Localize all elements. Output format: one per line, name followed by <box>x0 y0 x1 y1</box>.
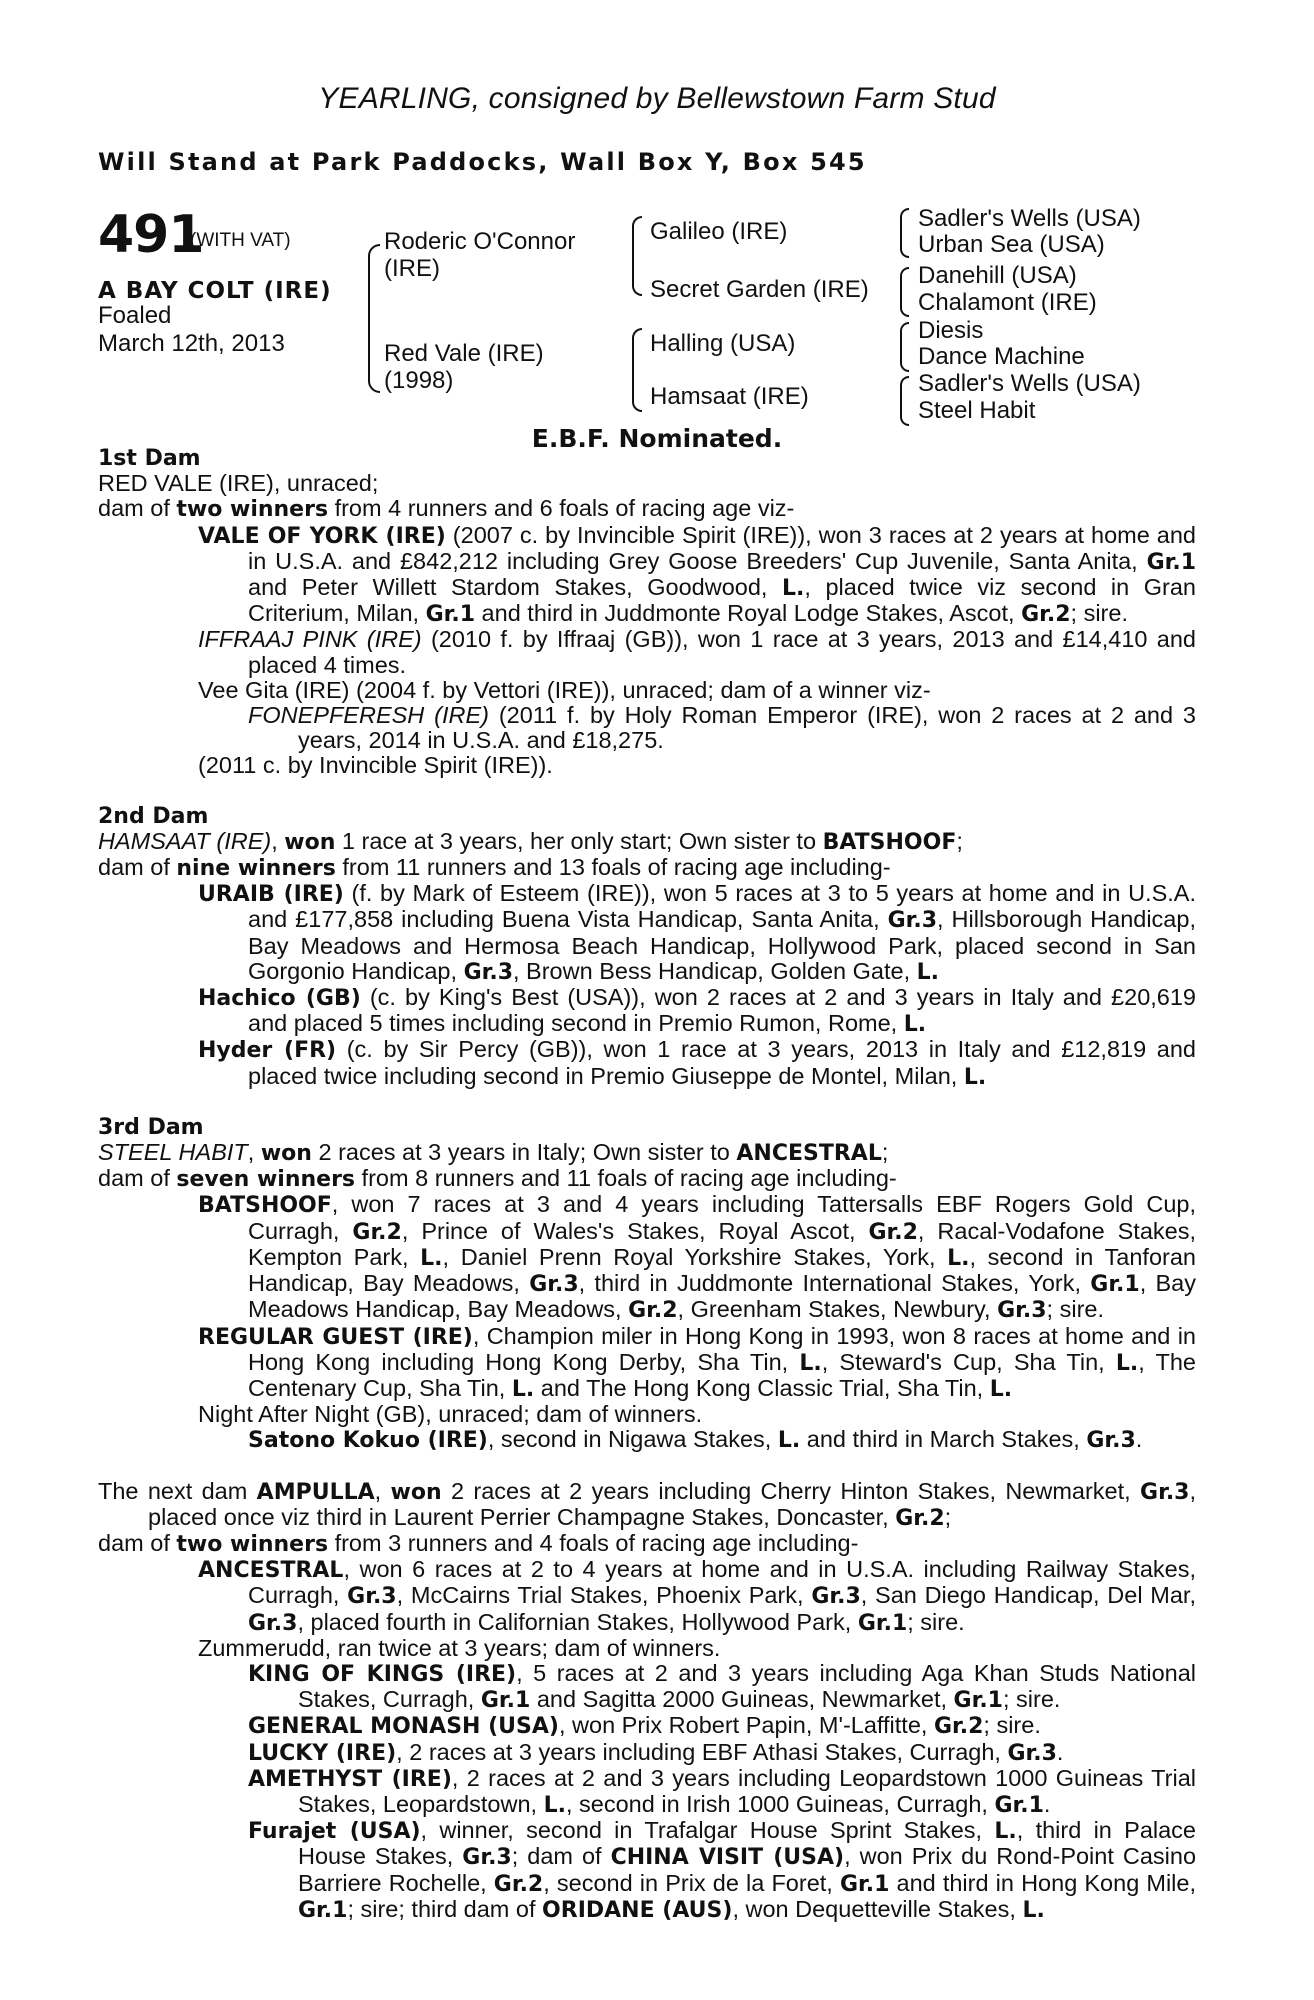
dam-line <box>98 1140 1196 1166</box>
bold-text: Gr.2 <box>933 1714 984 1740</box>
text-run: , Bay Meadows Handicap, Bay Meadows, <box>248 1270 1196 1323</box>
bold-text: L. <box>511 1376 535 1402</box>
bold-text: Gr.2 <box>352 1219 402 1245</box>
produce-line <box>98 855 1196 881</box>
produce-entry <box>98 1636 1196 1661</box>
bold-text: KING OF KINGS (IRE) <box>248 1661 517 1687</box>
text-run: (2007 c. by Invincible Spirit (IRE)), won 3 races at 2 years at home and in U.S.A. and £842,212 including Grey Goose Breeders' Cup Juvenile, Santa Anita, <box>248 521 1196 574</box>
produce-list <box>98 881 1196 1090</box>
pedigree-dam <box>384 340 544 394</box>
text-run: , Hillsborough Handicap, Bay Meadows and Hermosa Beach Handicap, Hollywood Park, placed second in San Gorgonio Handicap, <box>248 906 1196 984</box>
page-title: YEARLING, consigned by Bellewstown Farm Stud <box>318 82 996 115</box>
produce-entry <box>98 1324 1196 1403</box>
text-run: ; <box>881 1139 889 1166</box>
pedigree-gen3-7: Sadler's Wells (USA) <box>918 370 1141 397</box>
bold-text: Gr.2 <box>895 1505 945 1531</box>
text-run: , third in Palace House Stakes, <box>298 1817 1197 1870</box>
section-heading: 2nd Dam <box>98 803 209 829</box>
bold-text: L. <box>916 959 940 985</box>
text-run: ; sire. <box>1046 1296 1105 1323</box>
pedigree-brace-main <box>368 244 380 393</box>
section-next-dam <box>98 1479 1196 1923</box>
text-run: Vee Gita (IRE) (2004 f. by Vettori (IRE)), unraced; dam of a winner viz- <box>198 676 931 703</box>
pedigree-brace-3a <box>900 208 909 258</box>
ebf-nominated: E.B.F. Nominated. <box>531 424 783 453</box>
text-run: . <box>1043 1790 1051 1817</box>
bold-text: Gr.1 <box>1146 549 1196 575</box>
bold-text: Gr.3 <box>887 908 938 934</box>
italic-text: IFFRAAJ PINK (IRE) <box>198 626 422 653</box>
produce-entry <box>98 1427 1196 1453</box>
text-run: and third in Hong Kong Mile, <box>889 1869 1196 1896</box>
bold-text: Satono Kokuo (IRE) <box>248 1428 488 1454</box>
bold-text: Gr.1 <box>298 1897 348 1923</box>
sire-origin: (IRE) <box>384 255 440 282</box>
pedigree-brace-3b <box>900 267 909 317</box>
bold-text: L. <box>1022 1897 1045 1923</box>
bold-text: won <box>284 829 336 855</box>
text-run: (2011 f. by Holy Roman Emperor (IRE), won 2 races at 2 and 3 years, 2014 in U.S.A. and £18,275. <box>298 702 1197 754</box>
italic-text: FONEPFERESH (IRE) <box>248 702 489 729</box>
pedigree-gen3-5: Diesis <box>918 317 984 344</box>
bold-text: seven winners <box>176 1167 356 1193</box>
text-run: . <box>1056 1738 1064 1765</box>
bold-text: Gr.1 <box>480 1688 531 1714</box>
lot-name: A BAY COLT (IRE) <box>98 278 332 304</box>
text-run: (2011 c. by Invincible Spirit (IRE)). <box>198 752 553 779</box>
bold-text: Gr.1 <box>839 1871 890 1897</box>
produce-entry <box>98 1192 1196 1323</box>
produce-entry <box>98 1818 1196 1923</box>
text-run: 2 races at 3 years in Italy; Own sister to <box>311 1139 737 1166</box>
text-run: , San Diego Handicap, Del Mar, <box>860 1582 1196 1609</box>
produce-entry <box>98 678 1196 703</box>
text-run: ; sire. <box>1070 600 1128 627</box>
bold-text: Hachico (GB) <box>198 986 361 1012</box>
bold-text: LUCKY (IRE) <box>248 1740 397 1766</box>
italic-text: HAMSAAT (IRE) <box>98 827 272 854</box>
bold-text: Gr.3 <box>463 959 513 985</box>
produce-list <box>98 1192 1196 1453</box>
text-run: , won Prix du Rond-Point Casino Barriere Rochelle, <box>298 1843 1197 1896</box>
bold-text: CHINA VISIT (USA) <box>610 1845 845 1871</box>
pedigree-gen3-8: Steel Habit <box>918 397 1036 424</box>
text-run: (c. by Sir Percy (GB)), won 1 race at 3 years, 2013 in Italy and £12,819 and placed twice including second in Premio Giuseppe de Montel, Milan, <box>248 1036 1196 1089</box>
pedigree-brace-3d <box>900 376 909 426</box>
text-run: , winner, second in Trafalgar House Sprint Stakes, <box>420 1817 995 1844</box>
text-run: , <box>374 1477 391 1504</box>
bold-text: won <box>260 1141 312 1167</box>
foaled-label: Foaled <box>98 302 172 329</box>
text-run: from 3 runners and 4 foals of racing age including- <box>328 1529 859 1556</box>
produce-entry <box>98 881 1196 985</box>
produce-entry <box>98 1713 1196 1739</box>
produce-entry <box>98 1402 1196 1427</box>
vat-note: (WITH VAT) <box>190 230 291 251</box>
text-run: , McCairns Trial Stakes, Phoenix Park, <box>396 1582 812 1609</box>
pedigree-dam-dam: Hamsaat (IRE) <box>650 383 809 410</box>
bold-text: Gr.3 <box>1007 1740 1057 1766</box>
lot-number: 491 <box>98 205 204 265</box>
pedigree-sire-dam: Secret Garden (IRE) <box>650 276 869 303</box>
text-run: ; sire. <box>907 1608 965 1635</box>
produce-line <box>98 496 1196 522</box>
text-run: and Sagitta 2000 Guineas, Newmarket, <box>530 1686 954 1713</box>
bold-text: VALE OF YORK (IRE) <box>198 523 446 549</box>
foaled-info <box>98 302 285 358</box>
bold-text: AMPULLA <box>256 1479 375 1505</box>
text-run: , Prince of Wales's Stakes, Royal Ascot, <box>401 1217 869 1244</box>
text-run: from 8 runners and 11 foals of racing age including- <box>355 1165 897 1192</box>
produce-entry <box>98 985 1196 1037</box>
produce-entry <box>98 1766 1196 1818</box>
text-run: , won 7 races at 3 and 4 years including Tattersalls EBF Rogers Gold Cup, Curragh, <box>248 1191 1196 1244</box>
text-run: , Champion miler in Hong Kong in 1993, won 8 races at home and in Hong Kong including Hong Kong Derby, Sha Tin, <box>248 1322 1196 1375</box>
text-run: , 2 races at 2 and 3 years including Leopardstown 1000 Guineas Trial Stakes, Leopardstown, <box>298 1764 1197 1817</box>
produce-entry <box>98 1037 1196 1089</box>
bold-text: Hyder (FR) <box>198 1038 337 1064</box>
text-run: and The Hong Kong Classic Trial, Sha Tin, <box>534 1374 990 1401</box>
dam-year: (1998) <box>384 367 454 394</box>
text-run: dam of <box>98 1165 177 1192</box>
bold-text: Gr.1 <box>425 602 476 628</box>
bold-text: Gr.1 <box>953 1688 1003 1714</box>
text-run: , <box>271 827 285 854</box>
pedigree-notes <box>98 446 1196 1923</box>
text-run: The next dam <box>98 1477 257 1504</box>
bold-text: L. <box>782 576 805 602</box>
bold-text: BATSHOOF <box>822 829 957 855</box>
bold-text: Gr.3 <box>997 1298 1047 1324</box>
bold-text: Gr.3 <box>1086 1428 1136 1454</box>
bold-text: L. <box>777 1428 801 1454</box>
bold-text: Furajet (USA) <box>248 1819 421 1845</box>
bold-text: L. <box>799 1350 822 1376</box>
bold-text: won <box>390 1479 442 1505</box>
foaled-date: March 12th, 2013 <box>98 330 285 357</box>
bold-text: Gr.3 <box>811 1584 861 1610</box>
bold-text: L. <box>994 1819 1017 1845</box>
text-run: , second in Nigawa Stakes, <box>487 1426 778 1453</box>
stand-location: Will Stand at Park Paddocks, Wall Box Y, Box 545 <box>98 148 867 176</box>
text-run: , Brown Bess Handicap, Golden Gate, <box>513 957 917 984</box>
text-run: ; dam of <box>511 1843 611 1870</box>
text-run: , won Prix Robert Papin, M'-Laffitte, <box>558 1712 934 1739</box>
produce-entry <box>98 703 1196 753</box>
produce-entry <box>98 523 1196 628</box>
bold-text: L. <box>903 1012 927 1038</box>
text-run: 2 races at 2 years including Cherry Hinton Stakes, Newmarket, <box>441 1477 1141 1504</box>
bold-text: REGULAR GUEST (IRE) <box>198 1324 473 1350</box>
produce-entry <box>98 753 1196 778</box>
section-heading: 1st Dam <box>98 446 201 471</box>
pedigree-dam-sire: Halling (USA) <box>650 330 796 357</box>
text-run: , placed fourth in Californian Stakes, Hollywood Park, <box>297 1608 858 1635</box>
text-run: , placed twice viz second in Gran Criterium, Milan, <box>248 574 1197 627</box>
italic-text: STEEL HABIT <box>98 1139 248 1166</box>
bold-text: Gr.3 <box>462 1845 512 1871</box>
text-run: (2010 f. by Iffraaj (GB)), won 1 race at 3 years, 2013 and £14,410 and placed 4 times. <box>248 626 1196 678</box>
pedigree-sire <box>384 228 575 282</box>
text-run: ; sire. <box>1002 1686 1061 1713</box>
text-run: , second in Tanforan Handicap, Bay Meadows, <box>248 1243 1196 1297</box>
sire-name: Roderic O'Connor <box>384 228 576 255</box>
text-run: , placed once viz third in Laurent Perrier Champagne Stakes, Doncaster, <box>148 1477 1197 1530</box>
pedigree-gen3-6: Dance Machine <box>918 343 1085 370</box>
text-run: ; <box>944 1503 952 1530</box>
produce-list <box>98 1557 1196 1923</box>
text-run: , 5 races at 2 and 3 years including Aga Khan Studs National Stakes, Curragh, <box>298 1659 1196 1713</box>
bold-text: L. <box>543 1792 566 1818</box>
text-run: and third in March Stakes, <box>800 1426 1087 1453</box>
section-2nd-dam <box>98 804 1196 1090</box>
text-run: , Racal-Vodafone Stakes, Kempton Park, <box>248 1217 1196 1270</box>
pedigree-gen3-3: Danehill (USA) <box>918 262 1077 289</box>
text-run: from 4 runners and 6 foals of racing age viz- <box>328 495 795 522</box>
text-run: ; sire; third dam of <box>347 1895 543 1922</box>
bold-text: L. <box>989 1376 1013 1402</box>
text-run: , second in Prix de la Foret, <box>543 1869 840 1896</box>
pedigree-gen3-4: Chalamont (IRE) <box>918 289 1097 316</box>
bold-text: L. <box>963 1064 987 1090</box>
text-run: , Greenham Stakes, Newbury, <box>677 1296 998 1323</box>
bold-text: ANCESTRAL <box>736 1141 882 1167</box>
dam-line <box>98 1479 1196 1531</box>
bold-text: ANCESTRAL <box>198 1558 344 1584</box>
bold-text: Gr.3 <box>1140 1479 1190 1505</box>
produce-entry <box>98 1740 1196 1766</box>
pedigree-gen3-1: Sadler's Wells (USA) <box>918 205 1141 232</box>
bold-text: BATSHOOF <box>198 1193 332 1219</box>
bold-text: L. <box>420 1245 443 1271</box>
section-1st-dam <box>98 446 1196 779</box>
text-run: . <box>1135 1426 1143 1453</box>
text-run: and Peter Willett Stardom Stakes, Goodwood, <box>248 574 782 601</box>
text-run: , third in Juddmonte International Stakes, York, <box>578 1270 1091 1297</box>
text-run: 1 race at 3 years, her only start; Own sister to <box>335 827 823 854</box>
dam-name: Red Vale (IRE) <box>384 340 544 367</box>
section-3rd-dam <box>98 1115 1196 1454</box>
bold-text: Gr.2 <box>1021 602 1071 628</box>
text-run: ; <box>956 827 963 854</box>
bold-text: Gr.3 <box>529 1272 579 1298</box>
text-run: and third in Juddmonte Royal Lodge Stakes, Ascot, <box>475 600 1022 627</box>
text-run: , won Dequetteville Stakes, <box>732 1895 1023 1922</box>
produce-line <box>98 1166 1196 1192</box>
bold-text: ORIDANE (AUS) <box>542 1897 733 1923</box>
bold-text: Gr.1 <box>994 1792 1044 1818</box>
bold-text: Gr.1 <box>857 1610 908 1636</box>
produce-line <box>98 1531 1196 1557</box>
produce-entry <box>98 1557 1196 1636</box>
bold-text: Gr.2 <box>493 1871 544 1897</box>
text-run: dam of <box>98 495 177 522</box>
text-run: dam of <box>98 1529 177 1556</box>
bold-text: GENERAL MONASH (USA) <box>248 1714 559 1740</box>
text-run: ; sire. <box>983 1712 1041 1739</box>
bold-text: L. <box>947 1245 970 1271</box>
text-run: , The Centenary Cup, Sha Tin, <box>248 1348 1196 1401</box>
text-run: , <box>247 1139 261 1166</box>
text-run: , won 6 races at 2 to 4 years at home and in U.S.A. including Railway Stakes, Curragh, <box>248 1556 1196 1609</box>
produce-list <box>98 523 1196 779</box>
bold-text: Gr.3 <box>347 1584 397 1610</box>
text-run: from 11 runners and 13 foals of racing age including- <box>335 854 891 881</box>
text-run: Zummerudd, ran twice at 3 years; dam of winners. <box>198 1634 721 1661</box>
text-run: , Steward's Cup, Sha Tin, <box>821 1348 1116 1375</box>
text-run: (c. by King's Best (USA)), won 2 races at 2 and 3 years in Italy and £20,619 and placed 5 times including second in Premio Rumon, Rome, <box>248 984 1196 1037</box>
produce-entry <box>98 1661 1196 1713</box>
text-run: , 2 races at 3 years including EBF Athasi Stakes, Curragh, <box>396 1738 1008 1765</box>
bold-text: URAIB (IRE) <box>198 882 344 908</box>
bold-text: Gr.3 <box>248 1610 298 1636</box>
dam-line: RED VALE (IRE), unraced; <box>98 470 379 497</box>
text-run: Night After Night (GB), unraced; dam of winners. <box>198 1401 703 1428</box>
pedigree-brace-dam <box>632 328 642 412</box>
text-run: , Daniel Prenn Royal Yorkshire Stakes, York, <box>442 1243 948 1270</box>
pedigree-brace-sire <box>632 216 642 296</box>
pedigree-sire-sire: Galileo (IRE) <box>650 218 788 245</box>
section-heading: 3rd Dam <box>98 1114 204 1140</box>
text-run: (f. by Mark of Esteem (IRE)), won 5 races at 3 to 5 years at home and in U.S.A. and £177,858 including Buena Vista Handicap, Santa Anita, <box>248 880 1196 933</box>
bold-text: two winners <box>176 497 329 523</box>
produce-entry <box>98 627 1196 677</box>
pedigree-gen3-2: Urban Sea (USA) <box>918 231 1105 258</box>
pedigree-brace-3c <box>900 322 909 372</box>
bold-text: AMETHYST (IRE) <box>248 1766 452 1792</box>
bold-text: two winners <box>176 1531 329 1557</box>
dam-line <box>98 829 1196 855</box>
text-run: dam of <box>98 854 177 881</box>
bold-text: Gr.2 <box>868 1219 918 1245</box>
text-run: , second in Irish 1000 Guineas, Curragh, <box>565 1790 995 1817</box>
bold-text: Gr.1 <box>1090 1272 1140 1298</box>
bold-text: Gr.2 <box>628 1298 678 1324</box>
bold-text: L. <box>1115 1350 1139 1376</box>
bold-text: nine winners <box>176 856 336 882</box>
